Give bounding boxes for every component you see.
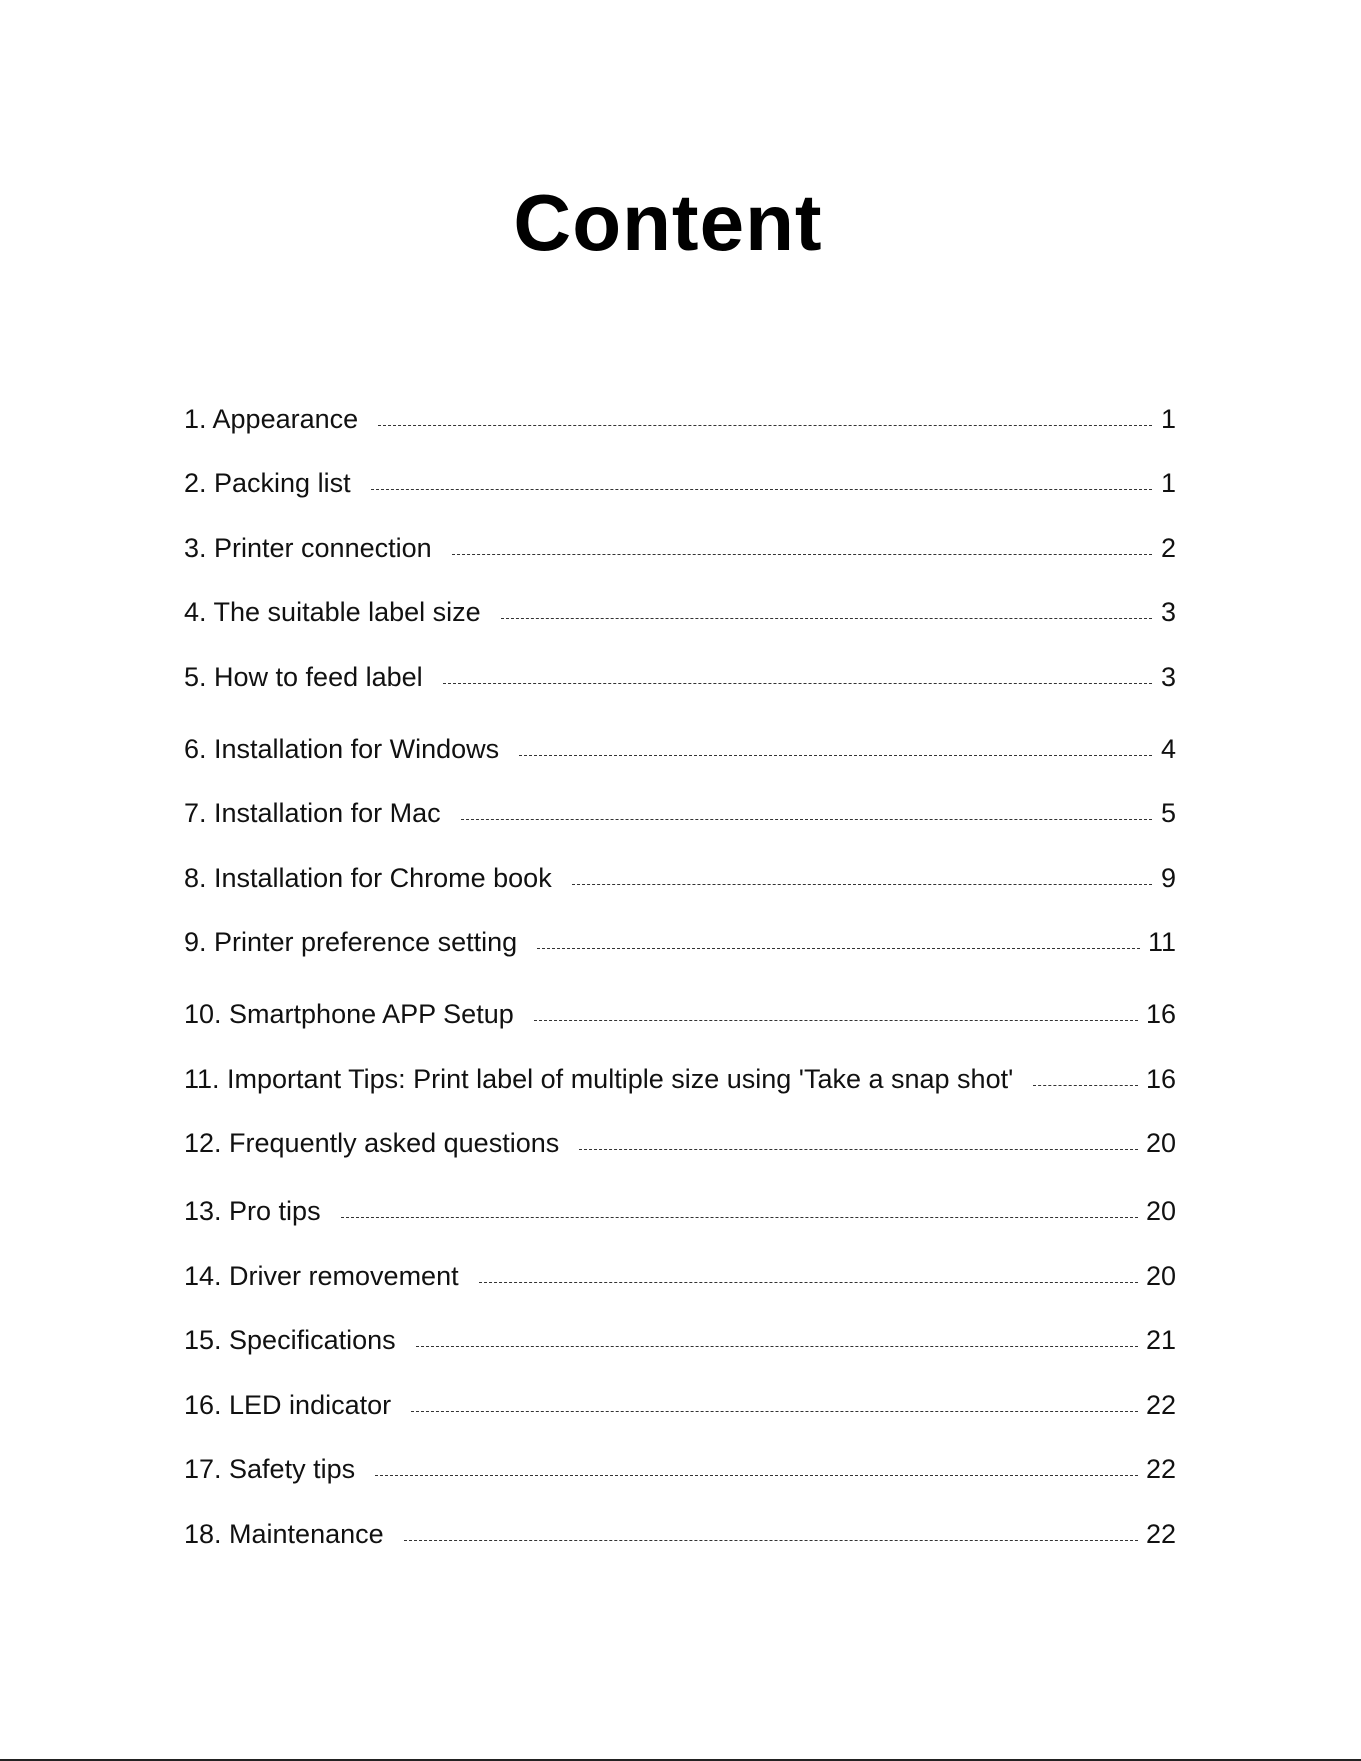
toc-entry-label: 4. The suitable label size xyxy=(184,597,481,627)
toc-page-number: 4 xyxy=(1160,733,1176,764)
dotted-leader xyxy=(519,755,1152,756)
toc-entry-feed-label[interactable] xyxy=(184,628,1176,693)
toc-entry-led-indicator[interactable] xyxy=(184,1356,1176,1421)
toc-entry-driver-removement[interactable] xyxy=(184,1227,1176,1292)
toc-entry-packing-list[interactable] xyxy=(184,435,1176,500)
toc-entry-smartphone-app[interactable] xyxy=(184,958,1176,1030)
toc-entry-label: 1. Appearance xyxy=(184,403,359,434)
toc-page-number: 20 xyxy=(1145,1128,1176,1158)
toc-entry-installation-mac[interactable] xyxy=(184,765,1176,830)
toc-entry-printer-preference[interactable] xyxy=(184,894,1176,959)
toc-entry-printer-connection[interactable] xyxy=(184,499,1176,564)
toc-page-number: 11 xyxy=(1147,927,1176,957)
toc-entry-installation-windows[interactable] xyxy=(184,693,1176,765)
dotted-leader xyxy=(341,1217,1138,1218)
toc-entry-label: 15. Specifications xyxy=(184,1325,396,1355)
toc-entry-important-tips[interactable] xyxy=(184,1030,1176,1095)
toc-entry-label: 17. Safety tips xyxy=(184,1454,356,1484)
dotted-leader xyxy=(375,1475,1138,1476)
dotted-leader xyxy=(534,1020,1138,1021)
dotted-leader xyxy=(501,618,1152,619)
toc-page-number: 16 xyxy=(1145,999,1176,1029)
dotted-leader xyxy=(371,489,1152,490)
toc-entry-faq[interactable] xyxy=(184,1095,1176,1160)
toc-entry-label: 11. Important Tips: Print label of multiple size using 'Take a snap shot' xyxy=(184,1063,1014,1094)
dotted-leader xyxy=(479,1282,1138,1283)
toc-entry-installation-chromebook[interactable] xyxy=(184,829,1176,894)
dotted-leader xyxy=(404,1540,1138,1541)
toc-page-number: 1 xyxy=(1160,403,1176,434)
dotted-leader xyxy=(537,948,1140,949)
toc-entry-maintenance[interactable] xyxy=(184,1485,1176,1550)
dotted-leader xyxy=(416,1346,1138,1347)
toc-entry-label: 10. Smartphone APP Setup xyxy=(184,999,514,1029)
toc-page-number: 2 xyxy=(1160,532,1176,563)
toc-page-number: 3 xyxy=(1160,597,1176,627)
toc-entry-label: 6. Installation for Windows xyxy=(184,733,500,764)
toc-entry-safety-tips[interactable] xyxy=(184,1421,1176,1486)
toc-page-number: 9 xyxy=(1160,862,1176,893)
toc-page-number: 5 xyxy=(1160,798,1176,828)
toc-entry-pro-tips[interactable] xyxy=(184,1159,1176,1227)
toc-page-number: 22 xyxy=(1145,1518,1176,1549)
dotted-leader xyxy=(461,819,1152,820)
page-title: Content xyxy=(513,178,823,267)
dotted-leader xyxy=(452,554,1152,555)
toc-entry-label: 16. LED indicator xyxy=(184,1389,392,1420)
toc-entry-label: 18. Maintenance xyxy=(184,1518,384,1549)
dotted-leader xyxy=(579,1149,1138,1150)
toc-entry-label: 8. Installation for Chrome book xyxy=(184,862,552,893)
toc-entry-label: 3. Printer connection xyxy=(184,532,432,563)
table-of-contents xyxy=(184,370,1176,1550)
toc-page-number: 16 xyxy=(1145,1063,1176,1094)
toc-page-number: 21 xyxy=(1145,1325,1176,1355)
toc-entry-specifications[interactable] xyxy=(184,1292,1176,1357)
toc-entry-label: 13. Pro tips xyxy=(184,1196,321,1226)
toc-entry-label: 12. Frequently asked questions xyxy=(184,1128,560,1158)
toc-page-number: 22 xyxy=(1145,1389,1176,1420)
dotted-leader xyxy=(378,425,1152,426)
toc-page-number: 3 xyxy=(1160,661,1176,692)
toc-page-number: 22 xyxy=(1145,1454,1176,1484)
toc-entry-label: 2. Packing list xyxy=(184,468,351,498)
toc-entry-label-size[interactable] xyxy=(184,564,1176,629)
dotted-leader xyxy=(572,884,1152,885)
toc-entry-label: 9. Printer preference setting xyxy=(184,927,518,957)
toc-page-number: 20 xyxy=(1145,1196,1176,1226)
dotted-leader xyxy=(443,683,1152,684)
dotted-leader xyxy=(1033,1085,1138,1086)
toc-page-number: 1 xyxy=(1160,468,1176,498)
toc-entry-appearance[interactable] xyxy=(184,370,1176,435)
toc-entry-label: 5. How to feed label xyxy=(184,661,423,692)
toc-page-number: 20 xyxy=(1145,1260,1176,1291)
toc-entry-label: 7. Installation for Mac xyxy=(184,798,441,828)
dotted-leader xyxy=(411,1411,1138,1412)
toc-entry-label: 14. Driver removement xyxy=(184,1260,459,1291)
